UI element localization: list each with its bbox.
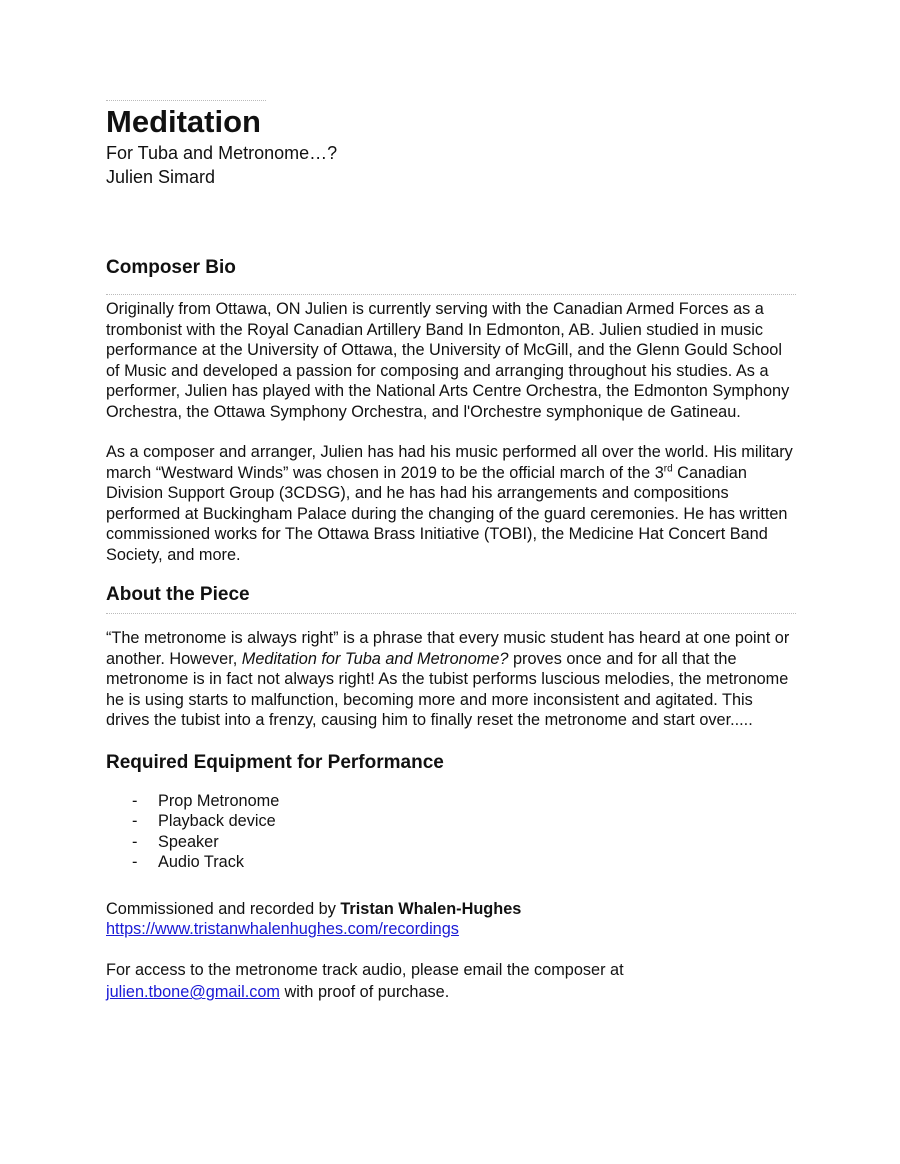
composer-name: Julien Simard <box>106 167 216 188</box>
recordings-line <box>106 919 796 940</box>
list-dash: - <box>132 832 138 851</box>
equipment-list <box>106 791 796 873</box>
list-dash: - <box>132 812 138 831</box>
commission-prefix: Commissioned and recorded by <box>106 899 341 918</box>
list-item <box>132 811 796 832</box>
about-piece-heading: About the Piece <box>106 584 250 606</box>
equipment-item: Speaker <box>158 832 219 851</box>
equipment-item: Audio Track <box>158 853 244 872</box>
email-line <box>106 982 796 1003</box>
commissioner-name: Tristan Whalen-Hughes <box>340 899 522 918</box>
list-item <box>132 791 796 812</box>
bio-paragraph-1: Originally from Ottawa, ON Julien is currently serving with the Canadian Armed Forces as a trombonist with the Royal Canadian Artillery Band In Edmonton, AB. Julien studied in music performance at the University of Ottawa, the University of McGill, and the Glenn Gould School of Music and developed a passion for composing and arranging throughout his studies. As a performer, Julien has played with the National Arts Centre Orchestra, the Edmonton Symphony Orchestra, the Ottawa Symphony Orchestra, and l'Orchestre symphonique de Gatineau. <box>106 300 790 421</box>
list-dash: - <box>132 791 138 810</box>
title-rule <box>106 100 266 101</box>
email-link[interactable]: julien.tbone@gmail.com <box>106 983 280 1002</box>
bio-paragraph-2-text-b: Canadian Division Support Group (3CDSG), and he has had his arrangements and compositions performed at Buckingham Palace during the changing of the guard ceremonies. He has written commissioned works for The Ottawa Brass Initiative (TOBI), the Medicine Hat Concert Band Society, and more. <box>106 463 788 564</box>
equipment-heading: Required Equipment for Performance <box>106 751 444 773</box>
list-dash: - <box>132 853 138 872</box>
equipment-item: Playback device <box>158 812 276 831</box>
page-title: Meditation <box>106 104 261 139</box>
document-page <box>106 100 796 1003</box>
bio-paragraph-2 <box>106 442 796 565</box>
ordinal-suffix: rd <box>663 463 673 475</box>
commission-line <box>106 899 796 920</box>
recordings-link[interactable]: https://www.tristanwhalenhughes.com/recordings <box>106 920 459 939</box>
email-suffix: with proof of purchase. <box>280 983 450 1002</box>
piece-rule <box>106 613 796 614</box>
piece-description <box>106 628 796 731</box>
bio-paragraph-2-text-a: As a composer and arranger, Julien has had his music performed all over the world. His military march “Westward Winds” was chosen in 2019 to be the official march of the 3 <box>106 443 793 482</box>
piece-text-a: “The metronome is always right” is a phrase that every music student has heard at one point or another. However, <box>106 629 790 668</box>
bio-rule <box>106 294 796 295</box>
equipment-item: Prop Metronome <box>158 791 280 810</box>
list-item <box>132 832 796 853</box>
composer-bio-heading: Composer Bio <box>106 257 236 279</box>
access-line: For access to the metronome track audio, please email the composer at <box>106 960 624 979</box>
piece-text-b: proves once and for all that the metronome is in fact not always right! As the tubist performs luscious melodies, the metronome he is using starts to malfunction, becoming more and more inconsistent and agitated. This drives the tubist into a frenzy, causing him to finally reset the metronome and start over..... <box>106 649 789 730</box>
subtitle: For Tuba and Metronome…? <box>106 143 338 164</box>
list-item <box>132 852 796 873</box>
piece-title-italic: Meditation for Tuba and Metronome? <box>241 649 509 668</box>
